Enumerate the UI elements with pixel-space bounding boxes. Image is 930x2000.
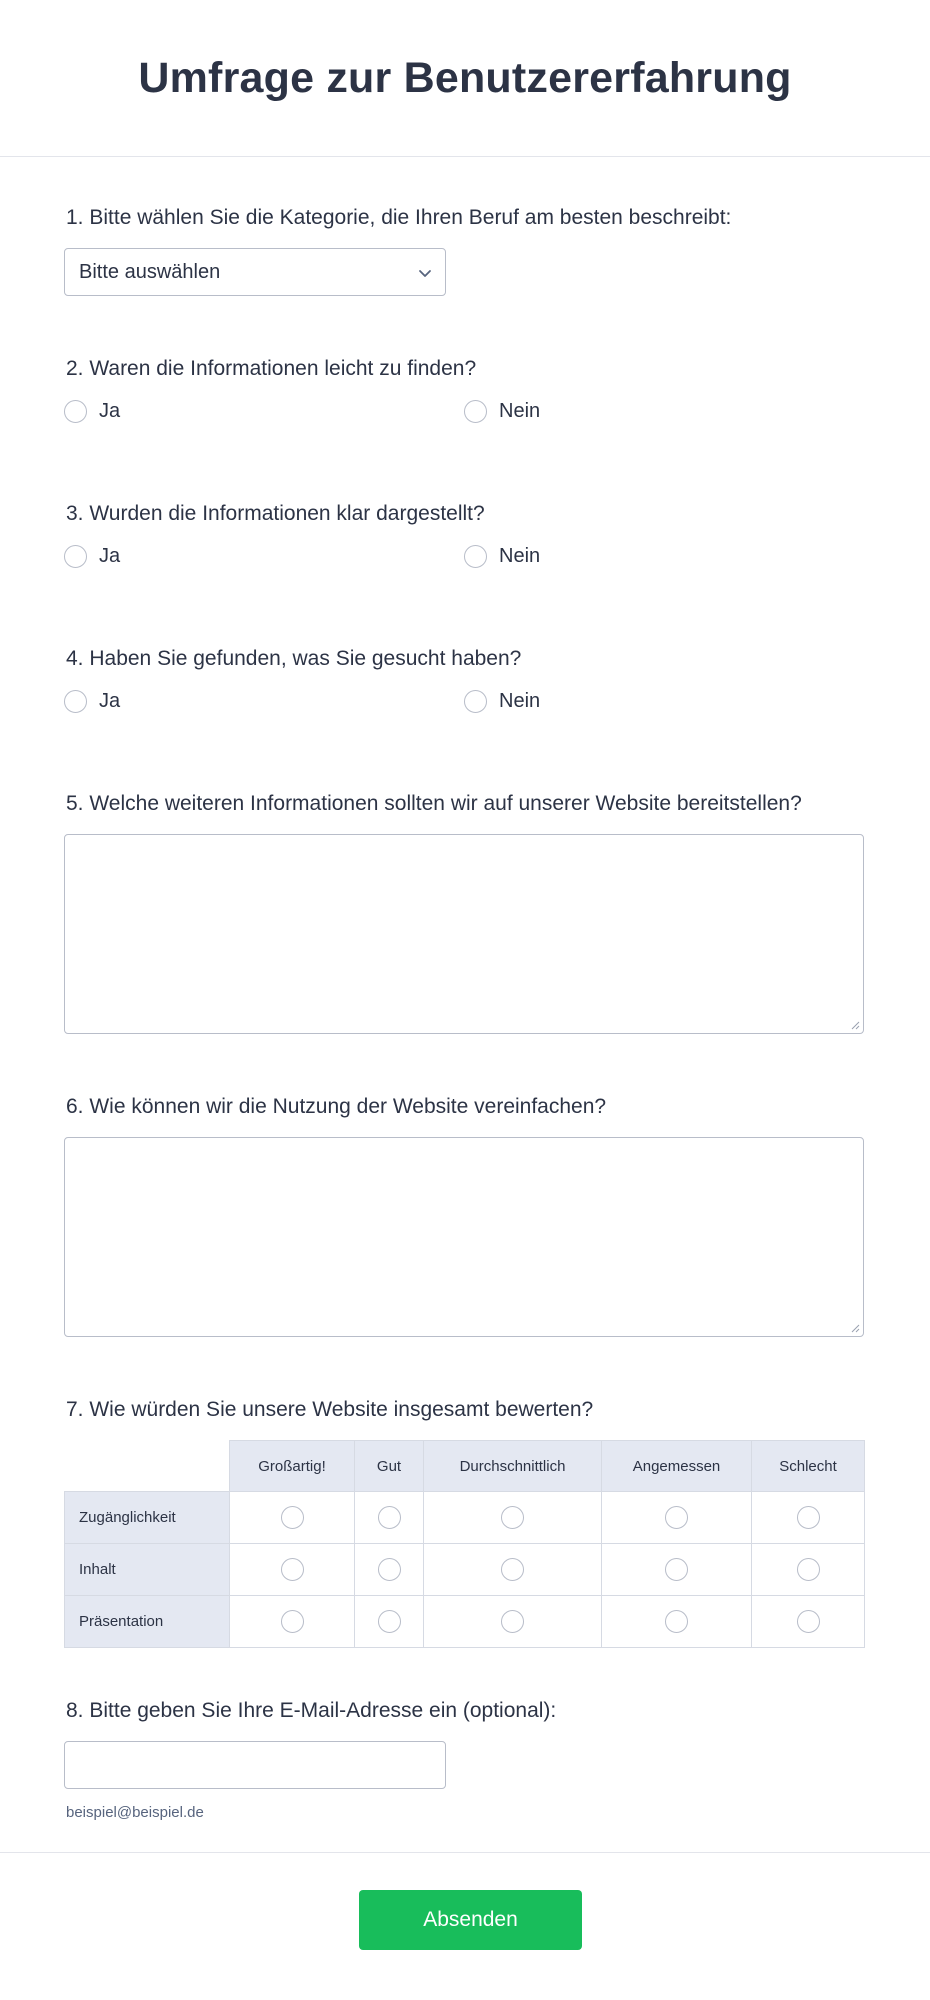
option-label: Ja (99, 545, 121, 567)
matrix-cell (230, 1492, 355, 1544)
question-1-label: 1. Bitte wählen Sie die Kategorie, die Ihren Beruf am besten beschreibt: (66, 206, 732, 229)
footer-divider (0, 1852, 930, 1853)
radio-button[interactable] (501, 1558, 524, 1581)
option-label: Nein (499, 690, 541, 712)
radio-button[interactable] (281, 1558, 304, 1581)
radio-button[interactable] (464, 400, 487, 423)
question-8-label: 8. Bitte geben Sie Ihre E-Mail-Adresse ein (optional): (66, 1699, 557, 1722)
option-label: Ja (99, 690, 121, 712)
radio-button[interactable] (281, 1506, 304, 1529)
matrix-cell (355, 1596, 424, 1648)
option-label: Nein (499, 400, 541, 422)
matrix-row-label: Inhalt (65, 1544, 230, 1596)
q2-option-nein[interactable] (464, 400, 540, 423)
radio-button[interactable] (665, 1558, 688, 1581)
matrix-cell (752, 1492, 865, 1544)
question-7-label: 7. Wie würden Sie unsere Website insgesamt bewerten? (66, 1398, 594, 1421)
matrix-header-row (65, 1441, 865, 1492)
radio-button[interactable] (797, 1558, 820, 1581)
radio-button[interactable] (281, 1610, 304, 1633)
matrix-row-label: Präsentation (65, 1596, 230, 1648)
matrix-cell (752, 1596, 865, 1648)
matrix-cell (355, 1492, 424, 1544)
matrix-cell (602, 1492, 752, 1544)
radio-button[interactable] (797, 1506, 820, 1529)
additional-info-textarea[interactable] (64, 834, 864, 1034)
question-5-label: 5. Welche weiteren Informationen sollten wir auf unserer Website bereitstellen? (66, 792, 802, 815)
resize-grip-icon[interactable] (850, 1020, 860, 1030)
matrix-cell (355, 1544, 424, 1596)
matrix-row-label: Zugänglichkeit (65, 1492, 230, 1544)
radio-button[interactable] (501, 1506, 524, 1529)
rating-matrix (64, 1440, 865, 1648)
matrix-column-header: Angemessen (602, 1441, 752, 1492)
matrix-cell (230, 1544, 355, 1596)
matrix-cell (424, 1544, 602, 1596)
chevron-down-icon (417, 265, 433, 281)
q2-option-ja[interactable] (64, 400, 120, 423)
question-6-label: 6. Wie können wir die Nutzung der Website vereinfachen? (66, 1095, 607, 1118)
q4-option-ja[interactable] (64, 690, 120, 713)
matrix-cell (230, 1596, 355, 1648)
radio-button[interactable] (501, 1610, 524, 1633)
matrix-column-header: Großartig! (230, 1441, 355, 1492)
radio-button[interactable] (378, 1558, 401, 1581)
form-header (0, 0, 930, 157)
radio-button[interactable] (464, 690, 487, 713)
matrix-cell (424, 1492, 602, 1544)
matrix-column-header: Durchschnittlich (424, 1441, 602, 1492)
question-2-label: 2. Waren die Informationen leicht zu finden? (66, 357, 477, 380)
matrix-column-header: Gut (355, 1441, 424, 1492)
matrix-corner (65, 1441, 230, 1492)
matrix-row (65, 1492, 865, 1544)
email-sublabel: beispiel@beispiel.de (66, 1804, 204, 1821)
submit-button[interactable]: Absenden (359, 1890, 582, 1950)
simplify-usage-textarea[interactable] (64, 1137, 864, 1337)
resize-grip-icon[interactable] (850, 1323, 860, 1333)
matrix-cell (424, 1596, 602, 1648)
q3-option-ja[interactable] (64, 545, 120, 568)
page-title: Umfrage zur Benutzererfahrung (138, 53, 792, 102)
question-3-label: 3. Wurden die Informationen klar dargestellt? (66, 502, 485, 525)
matrix-cell (602, 1596, 752, 1648)
option-label: Nein (499, 545, 541, 567)
matrix-cell (602, 1544, 752, 1596)
q3-option-nein[interactable] (464, 545, 540, 568)
matrix-cell (752, 1544, 865, 1596)
option-label: Ja (99, 400, 121, 422)
radio-button[interactable] (464, 545, 487, 568)
matrix-column-header: Schlecht (752, 1441, 865, 1492)
radio-button[interactable] (378, 1610, 401, 1633)
select-value: Bitte auswählen (79, 260, 221, 283)
radio-button[interactable] (378, 1506, 401, 1529)
matrix-row (65, 1544, 865, 1596)
radio-button[interactable] (797, 1610, 820, 1633)
matrix-row (65, 1596, 865, 1648)
radio-button[interactable] (64, 400, 87, 423)
radio-button[interactable] (64, 690, 87, 713)
question-4-label: 4. Haben Sie gefunden, was Sie gesucht haben? (66, 647, 522, 670)
radio-button[interactable] (665, 1610, 688, 1633)
email-field[interactable] (64, 1741, 446, 1789)
radio-button[interactable] (665, 1506, 688, 1529)
q4-option-nein[interactable] (464, 690, 540, 713)
radio-button[interactable] (64, 545, 87, 568)
profession-category-select[interactable] (64, 248, 446, 296)
